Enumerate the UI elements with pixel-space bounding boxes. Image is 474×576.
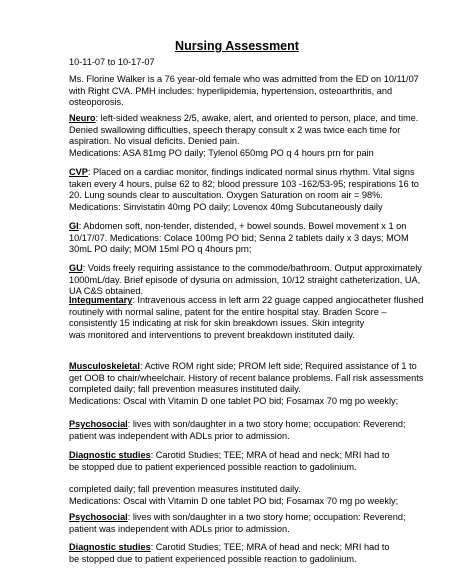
section-text: osteoporosis. (69, 97, 124, 108)
section-text: patient was independent with ADLs prior to admission. (69, 430, 290, 441)
section-text: 20. Lung sounds clear to auscultation. Oxygen Saturation on room air = 98%. (69, 190, 383, 201)
section-text: Denied swallowing difficulties, speech therapy consult x 2 was twice each time for (69, 124, 401, 135)
section-line (69, 462, 401, 474)
section-gi (69, 221, 409, 256)
section-psychosocial-1 (69, 419, 406, 442)
section-heading: Diagnostic studies (69, 450, 151, 460)
section-text: Medications: ASA 81mg PO daily; Tylenol 650mg PO q 4 hours prn for pain (69, 147, 374, 158)
section-integumentary (69, 295, 424, 341)
section-line (69, 330, 401, 342)
section-line (69, 484, 401, 496)
document-title: Nursing Assessment (175, 39, 299, 53)
section-line (69, 125, 401, 137)
section-line (69, 450, 401, 462)
section-heading: Musculoskeletal (69, 361, 140, 371)
section-text: : Carotid Studies; TEE; MRA of head and neck; MRI had to (150, 450, 390, 460)
section-line (69, 86, 401, 98)
section-heading: GI (69, 221, 79, 231)
section-text: aspiration. No visual deficits. Denied pain. (69, 136, 240, 147)
section-text: : lives with son/daughter in a two story home; occupation: Reverend; (127, 512, 406, 522)
section-musculoskeletal (69, 361, 424, 407)
section-text: taken every 4 hours, pulse 62 to 82; blood pressure 103 -162/53-95; respirations 16 to (69, 178, 419, 189)
section-heading: GU (69, 263, 83, 273)
section-line (69, 542, 401, 554)
section-text: be stopped due to patient experienced possible reaction to gadolinium. (69, 461, 357, 472)
section-text: : Placed on a cardiac monitor, findings indicated normal sinus rhythm. Vital signs (87, 167, 415, 177)
section-line (69, 524, 401, 536)
section-line (69, 554, 401, 566)
section-text: Medications: Sinvistatin 40mg PO daily; Lovenox 40mg Subcutaneously daily (69, 201, 383, 212)
section-text: consistently 15 indicating at risk for skin breakdown issues. Skin integrity (69, 318, 365, 329)
section-text: Medications: Oscal with Vitamin D one tablet PO bid; Fosamax 70 mg po weekly; (69, 495, 399, 506)
section-text: completed daily; fall prevention measures instituted daily. (69, 384, 301, 395)
section-line (69, 318, 401, 330)
section-line (69, 136, 401, 148)
section-text: : left-sided weakness 2/5, awake, alert, and oriented to person, place, and time. (95, 113, 419, 123)
section-text: with Right CVA. PMH includes: hyperlipidemia, hypertension, osteoarthritis, and (69, 85, 393, 96)
section-line (69, 97, 401, 109)
section-heading: Neuro (69, 113, 96, 123)
section-text: patient was independent with ADLs prior to admission. (69, 523, 290, 534)
section-cvp (69, 167, 419, 213)
section-line (69, 384, 401, 396)
section-text: : Carotid Studies; TEE; MRA of head and neck; MRI had to (150, 542, 390, 552)
section-line (69, 396, 401, 408)
section-line (69, 512, 406, 524)
section-line (69, 274, 421, 287)
section-heading: Psychosocial (69, 419, 128, 429)
section-text: : Intravenous access in left arm 22 guage capped angiocatheter flushed (132, 295, 424, 305)
section-diagnostic-2 (69, 542, 401, 565)
section-heading: Integumentary (69, 295, 133, 305)
section-text: UA C&S obtained. (69, 286, 144, 297)
section-line (69, 190, 401, 202)
section-line (69, 202, 401, 214)
section-text: 1000mL/day. Brief episode of dysuria on admission, 10/12 straight catheterization, UA, (69, 274, 421, 285)
section-text: get OOB to chair/wheelchair. History of recent balance problems. Fall risk assessments (69, 372, 424, 383)
section-line (69, 307, 401, 319)
section-line (69, 167, 415, 179)
section-text: : Abdomen soft, non-tender, distended, + bowel sounds. Bowel movement x 1 on (78, 221, 407, 231)
section-diagnostic-1 (69, 450, 401, 473)
section-psychosocial-2 (69, 512, 406, 535)
section-line (69, 232, 409, 245)
section-line (69, 361, 417, 373)
section-gu (69, 263, 422, 298)
section-text: Ms. Florine Walker is a 76 year-old female who was admitted from the ED on 10/11/07 (69, 74, 419, 84)
section-text: Medications: Oscal with Vitamin D one tablet PO bid; Fosamax 70 mg po weekly; (69, 395, 399, 406)
section-line (69, 372, 424, 385)
section-heading: CVP (69, 167, 88, 177)
section-text: : lives with son/daughter in a two story home; occupation: Reverend; (127, 419, 406, 429)
section-heading: Diagnostic studies (69, 542, 151, 552)
section-neuro (69, 113, 419, 159)
section-repeat-meds (69, 484, 401, 507)
section-text: : Active ROM right side; PROM left side; Required assistance of 1 to (139, 361, 417, 371)
section-line (69, 496, 401, 508)
section-line (69, 431, 401, 443)
section-line (69, 113, 419, 125)
section-line (69, 263, 422, 275)
section-line (69, 295, 424, 307)
section-line (69, 419, 406, 431)
section-line (69, 74, 419, 86)
section-line (69, 244, 401, 256)
section-line (69, 148, 401, 160)
section-text: completed daily; fall prevention measures instituted daily. (69, 484, 301, 494)
section-intro (69, 74, 419, 109)
section-text: routinely with normal saline, patent for the entire hospital stay. Braden Score – (69, 306, 387, 317)
date-range (69, 57, 401, 69)
section-line (69, 178, 419, 191)
section-text: : Voids freely requiring assistance to the commode/bathroom. Output approximately (82, 263, 422, 273)
section-text: 10/17/07. Medications: Colace 100mg PO bid; Senna 2 tablets daily x 3 days; MOM (69, 232, 409, 243)
section-text: was monitored and interventions to prevent breakdown instituted daily. (69, 329, 355, 340)
date-range-text: 10-11-07 to 10-17-07 (69, 57, 155, 67)
section-text: be stopped due to patient experienced possible reaction to gadolinium. (69, 553, 357, 564)
section-line (69, 221, 407, 233)
section-heading: Psychosocial (69, 512, 128, 522)
section-text: 30mL PO daily; MOM 15ml PO q 4hours prn; (69, 244, 252, 255)
